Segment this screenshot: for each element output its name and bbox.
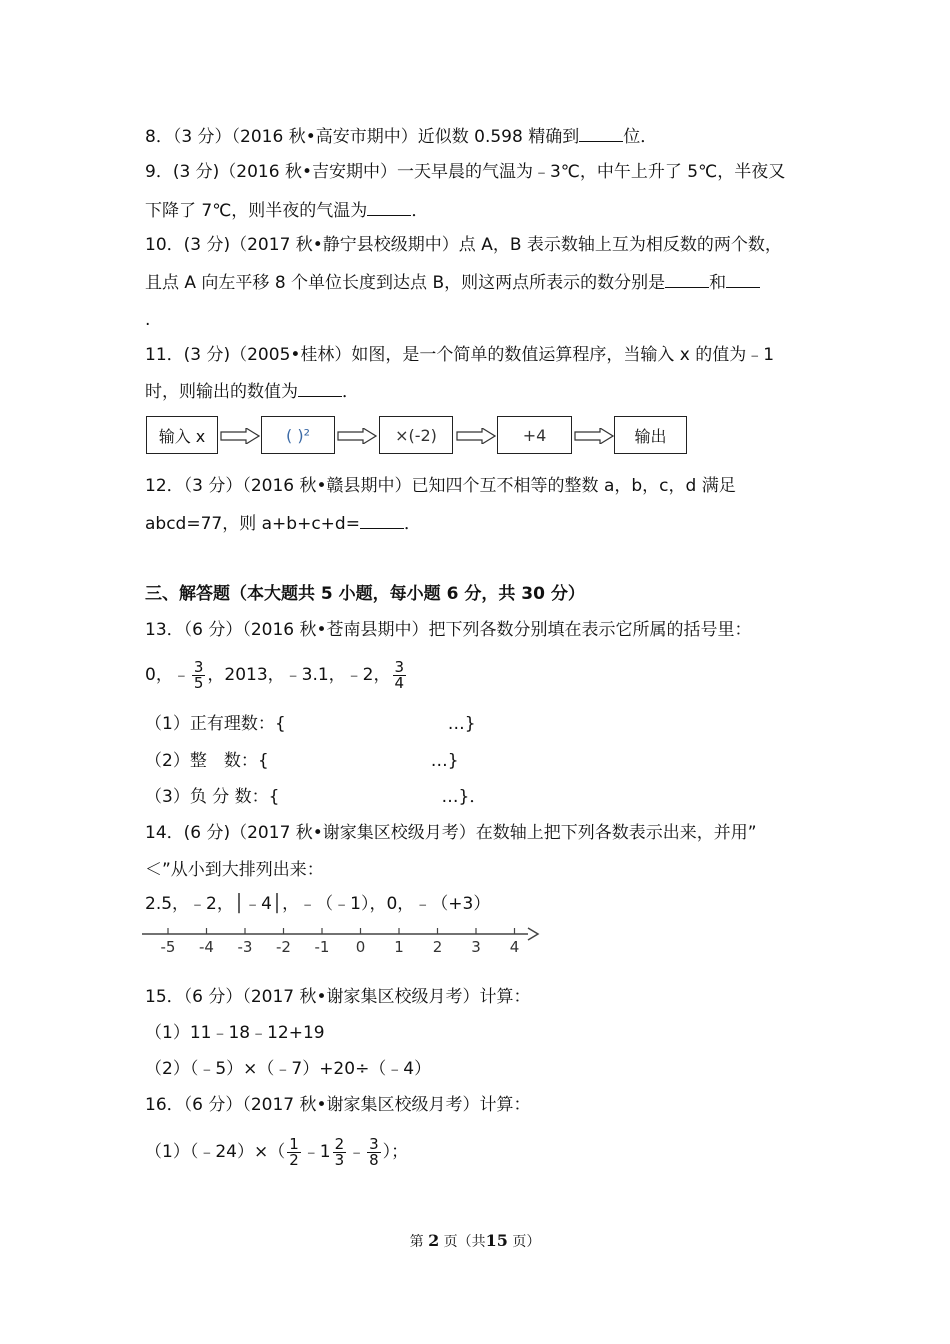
fraction: $\frac{3}{8}$ (369, 1134, 379, 1169)
question-15-part2: （2）（﹣5）×（﹣7）+20÷（﹣4） (145, 1059, 432, 1079)
question-14-line2: ＜”从小到大排列出来： (145, 860, 324, 880)
answer-blank (360, 512, 404, 529)
fraction: $\frac{3}{4}$ (394, 657, 405, 692)
axis-tick-label: -5 (160, 938, 176, 956)
question-12-line2: abcd=77，则 a+b+c+d= ． (145, 514, 421, 534)
question-14-line1: 14．(6 分)（2017 秋•谢家集区校级月考）在数轴上把下列各数表示出来，并用” (145, 823, 757, 843)
page-footer: 第 2 页（共15 页） (409, 1231, 541, 1250)
question-10-line3: . (145, 310, 151, 330)
axis-tick-label: 3 (471, 938, 481, 956)
number-line (140, 924, 545, 960)
question-10-line2: 且点 A 向左平移 8 个单位长度到达点 B，则这两点所表示的数分别是 和 (145, 271, 760, 294)
flow-arrow-3 (456, 428, 496, 444)
axis-tick-label: -1 (314, 938, 330, 956)
flow-arrow-1 (220, 428, 260, 444)
page-number: 2 (428, 1231, 440, 1250)
fraction: $\frac{3}{5}$ (193, 657, 204, 692)
answer-blank (367, 199, 411, 216)
question-13-part2: （2）整 数：{ …} (145, 751, 459, 771)
question-13-part3: （3）负 分 数：{ …}． (145, 787, 487, 807)
section-title: 三、解答题（本大题共 5 小题，每小题 6 分，共 30 分） (145, 584, 585, 604)
question-15-part1: （1）11﹣18﹣12+19 (145, 1023, 325, 1043)
flow-add-box: +4 (497, 416, 572, 454)
axis-tick-label: 1 (394, 938, 404, 956)
question-11-line1: 11．(3 分)（2005•桂林）如图，是一个简单的数值运算程序，当输入 x 的值为﹣1 (145, 345, 775, 365)
question-11-line2: 时，则输出的数值为 ． (145, 382, 359, 402)
answer-blank (298, 380, 342, 397)
answer-blank (726, 271, 760, 288)
question-15-line1: 15．（6 分）（2017 秋•谢家集区校级月考）计算： (145, 987, 531, 1007)
flow-arrow-4 (574, 428, 614, 444)
axis-tick-label: -4 (199, 938, 214, 956)
question-13-part1: （1）正有理数：{ …} (145, 714, 476, 734)
question-9-line1: 9．(3 分)（2016 秋•吉安期中）一天早晨的气温为﹣3℃，中午上升了 5℃，半夜又 (145, 162, 786, 182)
question-8: 8．（3 分）（2016 秋•高安市期中）近似数 0.598 精确到 位． (145, 127, 658, 147)
axis-tick-label: -2 (276, 938, 291, 956)
question-9-line2: 下降了 7℃，则半夜的气温为 ． (145, 201, 429, 221)
axis-tick-label: 0 (355, 938, 366, 956)
question-10-line1: 10．(3 分)（2017 秋•静宁县校级期中）点 A，B 表示数轴上互为相反数的两个数， (145, 235, 782, 255)
fraction: $\frac{2}{3}$ (334, 1134, 345, 1169)
question-14-numbers: 2.5，﹣2，│﹣4│，﹣（﹣1），0，﹣（+3） (145, 894, 491, 914)
flow-multiply-box: ×(-2) (379, 416, 453, 454)
axis-ticks (161, 928, 520, 956)
answer-blank (579, 125, 623, 142)
question-16-part1: （1）（﹣24）×（ $\frac{1}{2}$ ﹣1 $\frac{2}{3}$ ﹣ $\frac{3}{8}$ ）； (145, 1134, 409, 1169)
question-13-line1: 13．（6 分）（2016 秋•苍南县期中）把下列各数分别填在表示它所属的括号里： (145, 620, 752, 640)
axis-tick-label: 2 (432, 938, 443, 956)
flow-input-box: 输入 x (146, 416, 218, 454)
axis-tick-label: -3 (237, 938, 253, 956)
page-total: 15 (485, 1231, 508, 1250)
answer-blank (665, 271, 709, 288)
flow-output-box: 输出 (614, 416, 687, 454)
axis-arrow (528, 928, 538, 940)
question-12-line1: 12．（3 分）（2016 秋•赣县期中）已知四个互不相等的整数 a，b，c，d 满足 (145, 476, 736, 496)
flow-square-box: ( )² (261, 416, 335, 454)
flow-arrow-2 (337, 428, 377, 444)
axis-tick-label: 4 (509, 938, 520, 956)
question-13-numbers: 0，﹣ $\frac{3}{5}$ ，2013，﹣3.1，﹣2， $\frac{3}{4}$ (145, 657, 405, 692)
question-16-line1: 16．（6 分）（2017 秋•谢家集区校级月考）计算： (145, 1095, 531, 1115)
fraction: $\frac{1}{2}$ (289, 1134, 299, 1169)
